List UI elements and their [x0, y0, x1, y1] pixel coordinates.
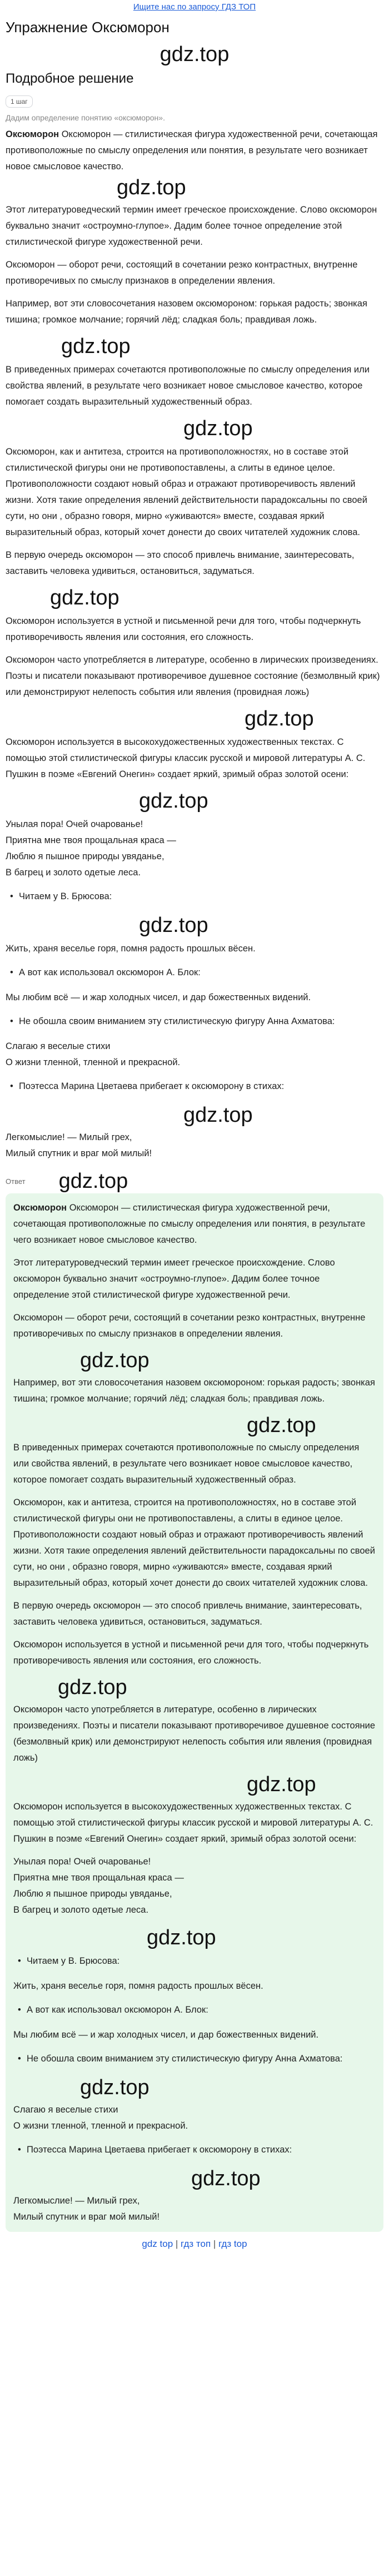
- footer-links: gdz top | гдз топ | гдз top: [142, 2239, 247, 2249]
- answer-watermark-5: gdz.top: [147, 1926, 216, 1949]
- answer-bullet-akhmatova: • Не обошла своим вниманием эту стилистическую фигуру Анна Ахматова:: [13, 2051, 376, 2067]
- bullet-akhmatova: • Не обошла своим вниманием эту стилистическую фигуру Анна Ахматова:: [6, 1014, 383, 1030]
- answer-paragraph-7: В первую очередь оксюморон — это способ привлечь внимание, заинтересовать, заставить человека удивиться, остановиться, задуматься.: [13, 1601, 362, 1627]
- answer-paragraph-8: Оксюморон используется в устной и письменной речи для того, чтобы подчеркнуть противоречивость явления или состояния, его сложность.: [13, 1640, 369, 1666]
- answer-watermark-2: gdz.top: [247, 1414, 316, 1437]
- watermark-5: gdz.top: [50, 586, 119, 609]
- intro-text: Дадим определение понятию «оксюморон».: [6, 113, 165, 122]
- answer-poem-bryusov: Жить, храня веселье горя, помня радость прошлых вёсен.: [13, 1981, 263, 1991]
- answer-bullet-tsvetaeva: • Поэтесса Марина Цветаева прибегает к оксюморону в стихах:: [13, 2142, 376, 2158]
- answer-paragraph-9: Оксюморон часто употребляется в литературе, особенно в лирических произведениях. Поэты и писатели показывают противоречивое душевное состояние (безмолвный крик) или демонстрируют нелепость события или явления (провидная ложь): [13, 1705, 376, 1763]
- answer-paragraph-1: Оксюморон Оксюморон — стилистическая фигура художественной речи, сочетающая противоположные по смыслу определения или понятия, в результате чего возникает новое смысловое качество.: [13, 1203, 366, 1245]
- solution-heading: Подробное решение: [6, 71, 134, 86]
- poem-bryusov: Жить, храня веселье горя, помня радость прошлых вёсен.: [6, 944, 256, 954]
- poem-tsvetaeva: Легкомыслие! — Милый грех, Милый спутник и враг мой милый!: [6, 1132, 152, 1158]
- bullet-blok: • А вот как использовал оксюморон А. Блок:: [6, 965, 383, 981]
- watermark-3: gdz.top: [61, 335, 131, 358]
- paragraph-2: Этот литературоведческий термин имеет греческое происхождение. Слово оксюморон буквально значит «остроумно-глупое». Дадим более точное определение этой стилистической фигуре художественной речи.: [6, 205, 377, 247]
- watermark-10: gdz.top: [58, 1169, 128, 1193]
- answer-header: [6, 1169, 383, 1193]
- watermark-4: gdz.top: [183, 417, 253, 440]
- answer-watermark-1: gdz.top: [80, 1349, 149, 1372]
- answer-watermark-4: gdz.top: [247, 1773, 316, 1796]
- answer-watermark-7: gdz.top: [191, 2167, 261, 2190]
- footer-link-2[interactable]: гдз топ: [181, 2239, 211, 2249]
- answer-watermark-6: gdz.top: [80, 2076, 149, 2099]
- paragraph-6: Оксюморон, как и антитеза, строится на противоположностях, но в составе этой стилистической фигуры они не противопоставлены, а слиты в единое целое. Противоположности создают новый образ и отражают противоречивость явлений жизни. Хотя такие определения явлений действительности парадоксальны по своей сути, но они , образно говоря, мирно «уживаются» вместе, создавая яркий выразительный образ, который хочет донести до своих читателей художник слова.: [6, 447, 367, 537]
- watermark-8: gdz.top: [139, 914, 208, 937]
- paragraph-1: Оксюморон Оксюморон — стилистическая фигура художественной речи, сочетающая противоположные по смыслу определения или понятия, в результате чего возникает новое смысловое качество.: [6, 129, 378, 172]
- page-title: Упражнение Оксюморон: [6, 19, 169, 36]
- poem-pushkin: Унылая пора! Очей очарованье! Приятна мне твоя прощальная краса — Люблю я пышное природы увяданье, В багрец и золото одетые леса.: [6, 819, 176, 878]
- answer-bullet-bryusov: • Читаем у В. Брюсова:: [13, 1953, 376, 1969]
- paragraph-9: Оксюморон часто употребляется в литературе, особенно в лирических произведениях. Поэты и писатели показывают противоречивое душевное состояние (безмолвный крик) или демонстрируют нелепость события или явления (провидная ложь): [6, 655, 380, 697]
- step-badge: 1 шаг: [6, 95, 33, 108]
- answer-paragraph-2: Этот литературоведческий термин имеет греческое происхождение. Слово оксюморон буквально значит «остроумно-глупое». Дадим более точное определение этой стилистической фигуре художественной речи.: [13, 1258, 335, 1300]
- poem-akhmatova: Слагаю я веселые стихи О жизни тленной, тленной и прекрасной.: [6, 1041, 181, 1067]
- answer-poem-tsvetaeva: Легкомыслие! — Милый грех, Милый спутник и враг мой милый!: [13, 2196, 160, 2222]
- watermark-9: gdz.top: [183, 1103, 253, 1127]
- paragraph-5: В приведенных примерах сочетаются противоположные по смыслу определения или свойства явлений, в результате чего возникает новое смысловое качество, которое помогает создать выразительный художественный образ.: [6, 365, 370, 407]
- footer-link-1[interactable]: gdz top: [142, 2239, 173, 2249]
- paragraph-8: Оксюморон используется в устной и письменной речи для того, чтобы подчеркнуть противоречивость явления или состояния, его сложность.: [6, 616, 361, 642]
- watermark-2: gdz.top: [117, 176, 186, 199]
- answer-bullet-blok: • А вот как использовал оксюморон А. Блок:: [13, 2002, 376, 2018]
- paragraph-10: Оксюморон используется в высокохудожественных художественных текстах. С помощью этой стилистической фигуры классик русской и мировой литературы А. С. Пушкин в поэме «Евгений Онегин» создает яркий, зримый образ золотой осени:: [6, 737, 366, 779]
- watermark-6: gdz.top: [245, 707, 314, 730]
- answer-paragraph-6: Оксюморон, как и антитеза, строится на противоположностях, но в составе этой стилистической фигуры они не противопоставлены, а слиты в единое целое. Противоположности создают новый образ и отражают противоречивость явлений жизни. Хотя такие определения явлений действительности парадоксальны по своей сути, но они , образно говоря, мирно «уживаются» вместе, создавая яркий выразительный образ, который хочет донести до своих читателей художник слова.: [13, 1498, 375, 1588]
- paragraph-3: Оксюморон — оборот речи, состоящий в сочетании резко контрастных, внутренне противоречивых по смыслу признаков в определении явления.: [6, 260, 358, 286]
- content: [0, 19, 389, 2250]
- answer-poem-akhmatova: Слагаю я веселые стихи О жизни тленной, тленной и прекрасной.: [13, 2105, 188, 2131]
- footer-link-3[interactable]: гдз top: [218, 2239, 247, 2249]
- watermark-1: gdz.top: [159, 43, 230, 66]
- answer-poem-blok: Мы любим всё — и жар холодных чисел, и дар божественных видений.: [13, 2030, 319, 2040]
- answer-paragraph-4: Например, вот эти словосочетания назовем оксюмороном: горькая радость; звонкая тишина; громкое молчание; горячий лёд; сладкая боль; правдивая ложь.: [13, 1378, 375, 1404]
- answer-paragraph-5: В приведенных примерах сочетаются противоположные по смыслу определения или свойства явлений, в результате чего возникает новое смысловое качество, которое помогает создать выразительный художественный образ.: [13, 1443, 360, 1485]
- top-search-link[interactable]: Ищите нас по запросу ГДЗ ТОП: [133, 2, 256, 12]
- paragraph-4: Например, вот эти словосочетания назовем оксюмороном: горькая радость; звонкая тишина; громкое молчание; горячий лёд; сладкая боль; правдивая ложь.: [6, 299, 367, 325]
- answer-watermark-3: gdz.top: [58, 1676, 127, 1699]
- poem-blok: Мы любим всё — и жар холодных чисел, и дар божественных видений.: [6, 992, 311, 1002]
- paragraph-7: В первую очередь оксюморон — это способ привлечь внимание, заинтересовать, заставить человека удивиться, остановиться, задуматься.: [6, 550, 355, 576]
- answer-box: [6, 1193, 383, 2232]
- answer-paragraph-3: Оксюморон — оборот речи, состоящий в сочетании резко контрастных, внутренне противоречивых по смыслу признаков в определении явления.: [13, 1313, 366, 1339]
- answer-paragraph-10: Оксюморон используется в высокохудожественных художественных текстах. С помощью этой стилистической фигуры классик русской и мировой литературы А. С. Пушкин в поэме «Евгений Онегин» создает яркий, зримый образ золотой осени:: [13, 1802, 373, 1844]
- bullet-bryusov: • Читаем у В. Брюсова:: [6, 889, 383, 905]
- answer-label: Ответ: [6, 1177, 26, 1186]
- watermark-7: gdz.top: [139, 789, 208, 813]
- bullet-tsvetaeva: • Поэтесса Марина Цветаева прибегает к оксюморону в стихах:: [6, 1078, 383, 1095]
- answer-poem-pushkin: Унылая пора! Очей очарованье! Приятна мне твоя прощальная краса — Люблю я пышное природы увяданье, В багрец и золото одетые леса.: [13, 1857, 184, 1915]
